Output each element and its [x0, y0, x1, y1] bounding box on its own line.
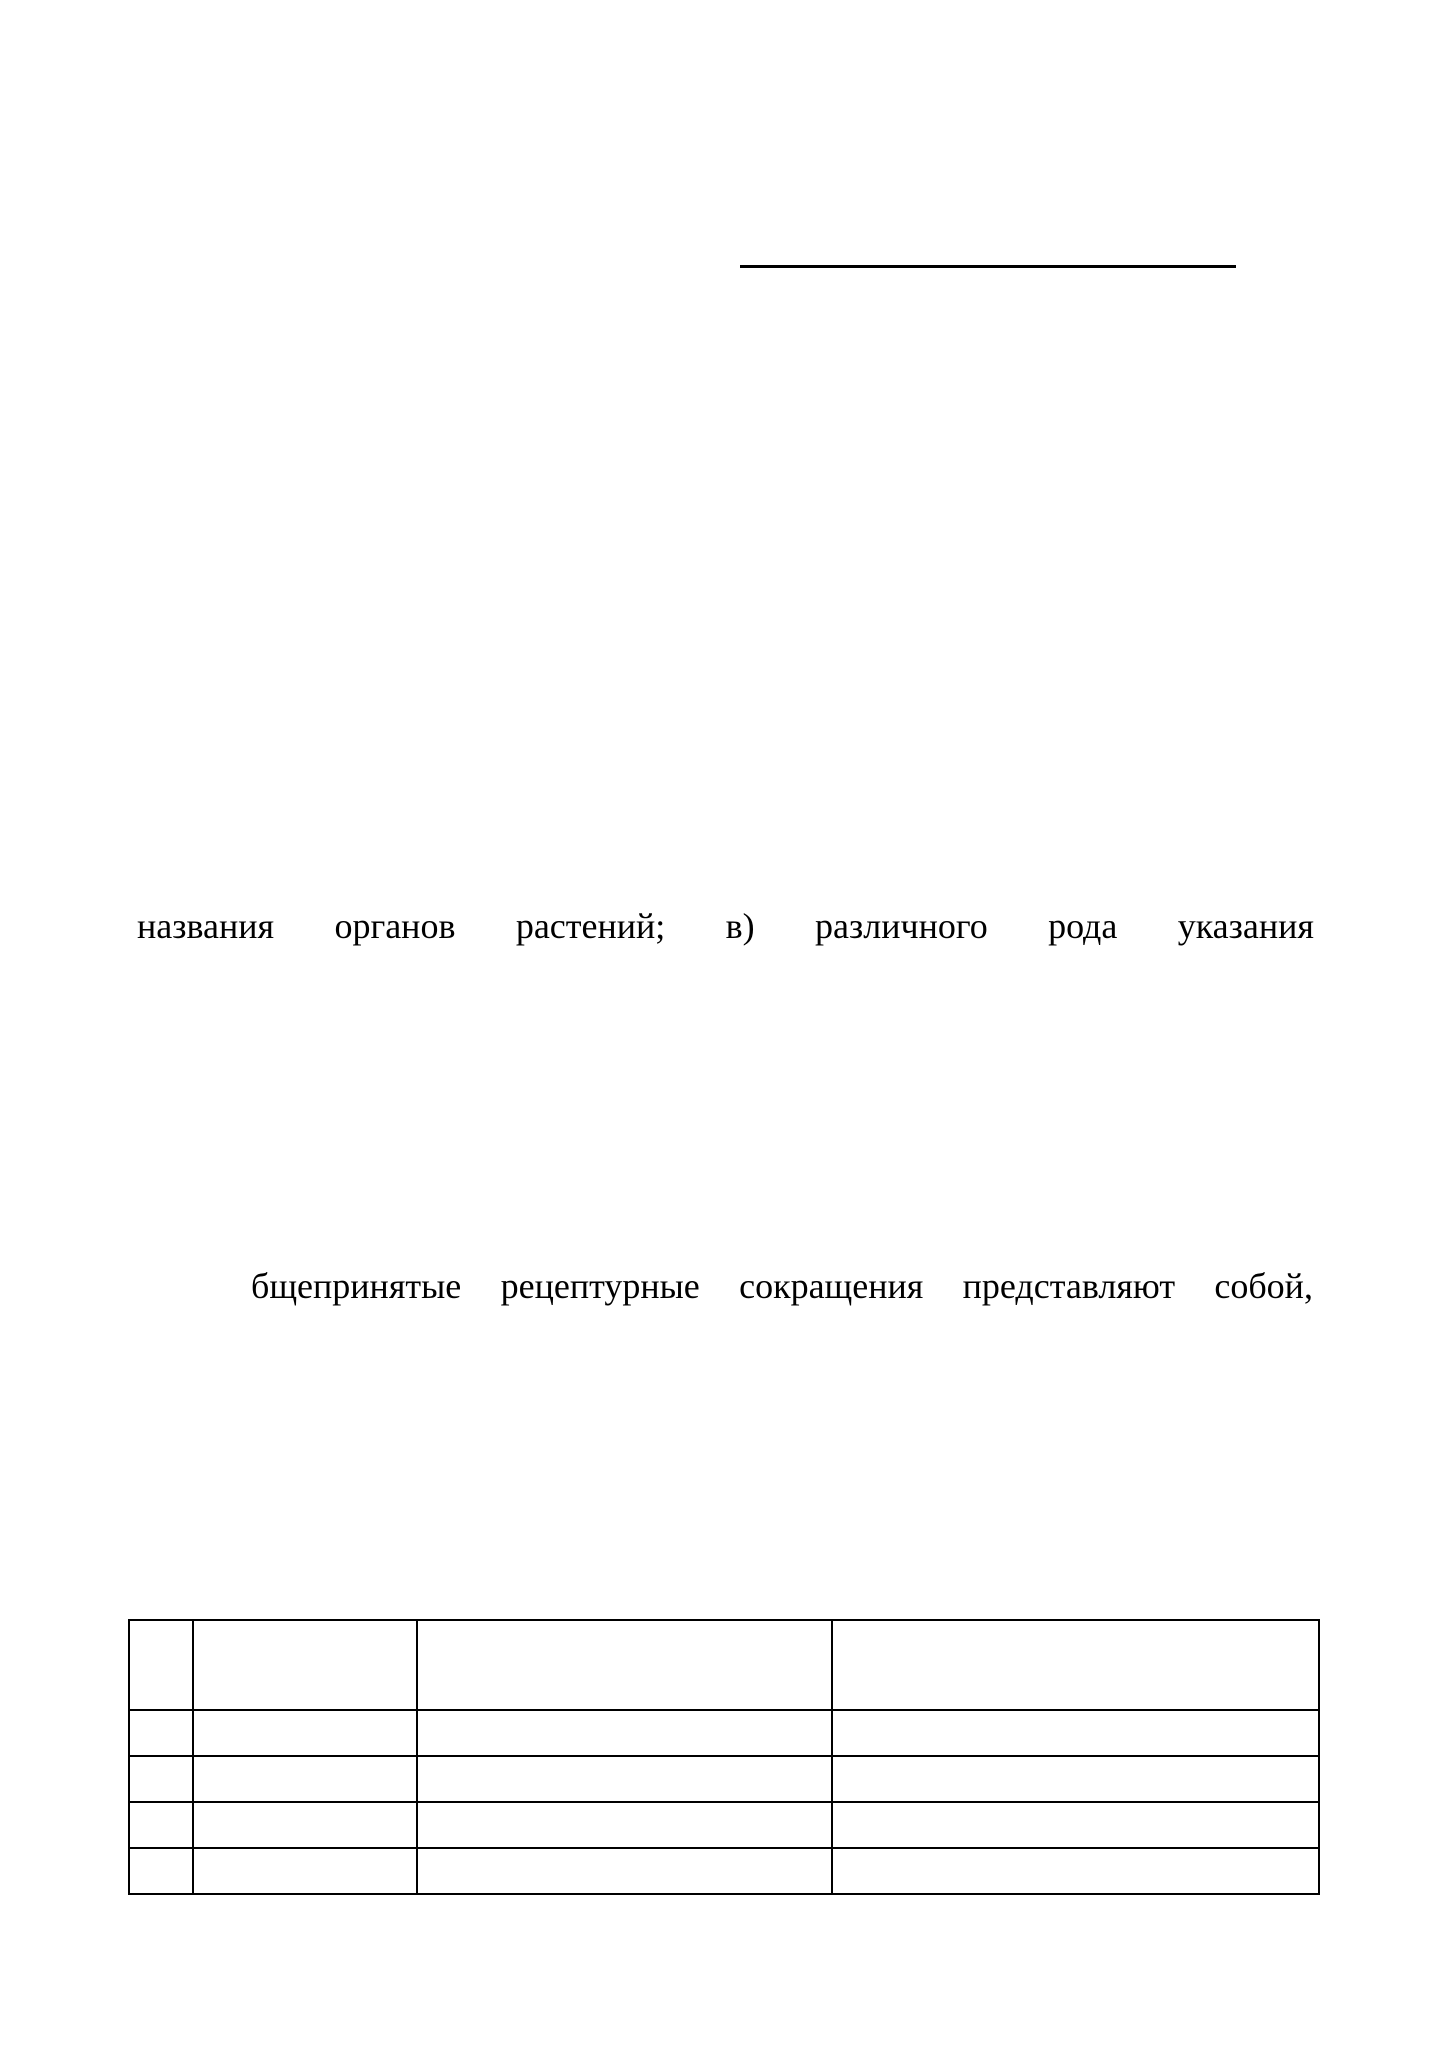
table-cell — [193, 1620, 417, 1710]
table-cell — [832, 1756, 1319, 1802]
table-cell — [129, 1620, 193, 1710]
empty-table — [128, 1619, 1320, 1895]
word: представляют — [962, 1266, 1176, 1306]
table-cell — [193, 1802, 417, 1848]
table-cell — [832, 1620, 1319, 1710]
table-cell — [417, 1756, 832, 1802]
table-cell — [417, 1620, 832, 1710]
word: названия — [137, 906, 275, 946]
table-row — [129, 1710, 1319, 1756]
table-cell — [832, 1710, 1319, 1756]
word: собой, — [1214, 1266, 1313, 1306]
table-cell — [193, 1756, 417, 1802]
table-cell — [417, 1848, 832, 1894]
text-line-abbreviations — [251, 1264, 1313, 1308]
table-row — [129, 1756, 1319, 1802]
word: сокращения — [739, 1266, 924, 1306]
table-cell — [129, 1756, 193, 1802]
word: в) — [725, 906, 755, 946]
word: указания — [1177, 906, 1314, 946]
word: рецептурные — [500, 1266, 700, 1306]
word: растений; — [515, 906, 666, 946]
table-cell — [129, 1802, 193, 1848]
table-row — [129, 1848, 1319, 1894]
table-cell — [129, 1848, 193, 1894]
table-row — [129, 1802, 1319, 1848]
table-cell — [832, 1848, 1319, 1894]
table-cell — [193, 1848, 417, 1894]
title-underline — [740, 265, 1236, 268]
text-line-organs — [137, 904, 1314, 948]
table-cell — [129, 1710, 193, 1756]
word: органов — [334, 906, 456, 946]
word: различного — [815, 906, 988, 946]
word: рода — [1048, 906, 1118, 946]
table-cell — [417, 1802, 832, 1848]
table-cell — [832, 1802, 1319, 1848]
table-cell — [417, 1710, 832, 1756]
table-cell — [193, 1710, 417, 1756]
table-header-row — [129, 1620, 1319, 1710]
word: бщепринятые — [251, 1266, 462, 1306]
